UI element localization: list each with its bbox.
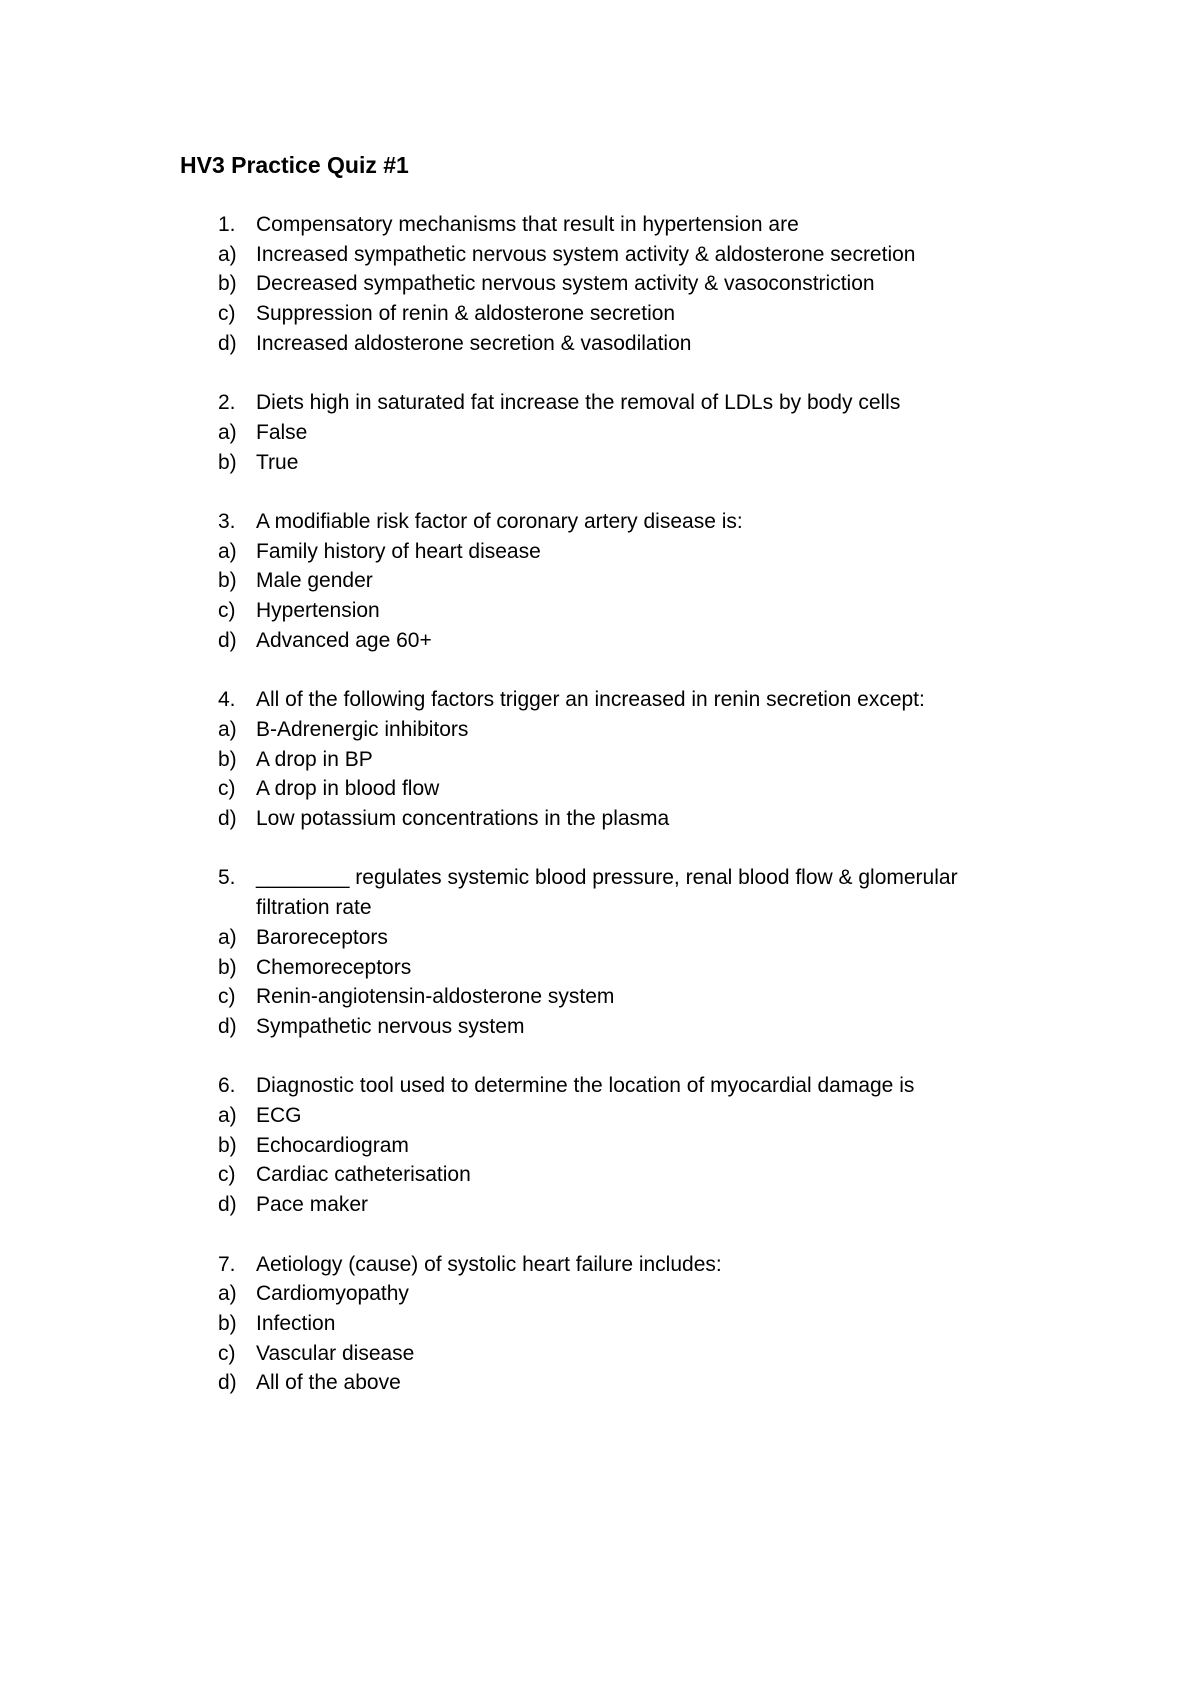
option-text: Increased aldosterone secretion & vasodilation: [256, 332, 692, 355]
question-text: filtration rate: [256, 896, 372, 919]
option-text: Baroreceptors: [256, 926, 388, 949]
option-text: B-Adrenergic inhibitors: [256, 718, 469, 741]
option-label: a): [218, 421, 237, 444]
option-text: Echocardiogram: [256, 1134, 409, 1157]
option-text: Advanced age 60+: [256, 629, 432, 652]
question-text: ________ regulates systemic blood pressure, renal blood flow & glomerular: [256, 866, 958, 889]
option-label: b): [218, 569, 237, 592]
option-text: Pace maker: [256, 1193, 369, 1216]
question-number: 5.: [218, 866, 236, 889]
option-label: a): [218, 1282, 237, 1305]
option-text: Suppression of renin & aldosterone secretion: [256, 302, 676, 325]
question-number: 7.: [218, 1253, 236, 1276]
option-label: b): [218, 956, 237, 979]
question-number: 3.: [218, 510, 236, 533]
question-text: Diets high in saturated fat increase the removal of LDLs by body cells: [256, 391, 901, 414]
option-label: a): [218, 718, 237, 741]
option-text: A drop in BP: [256, 748, 373, 771]
option-text: Hypertension: [256, 599, 380, 622]
option-text: Renin-angiotensin-aldosterone system: [256, 985, 615, 1008]
option-text: Chemoreceptors: [256, 956, 412, 979]
option-label: a): [218, 243, 237, 266]
option-label: c): [218, 1163, 236, 1186]
question-number: 1.: [218, 213, 236, 236]
option-text: Sympathetic nervous system: [256, 1015, 525, 1038]
option-label: a): [218, 540, 237, 563]
option-label: d): [218, 1015, 237, 1038]
option-text: True: [256, 451, 299, 474]
option-label: d): [218, 1371, 237, 1394]
option-label: a): [218, 1104, 237, 1127]
question-text: Compensatory mechanisms that result in hypertension are: [256, 213, 799, 236]
option-text: Infection: [256, 1312, 336, 1335]
question-number: 4.: [218, 688, 236, 711]
option-label: c): [218, 1342, 236, 1365]
option-label: b): [218, 272, 237, 295]
option-text: Cardiomyopathy: [256, 1282, 409, 1305]
option-text: Low potassium concentrations in the plasma: [256, 807, 670, 830]
option-label: d): [218, 629, 237, 652]
option-text: A drop in blood flow: [256, 777, 440, 800]
option-text: Family history of heart disease: [256, 540, 541, 563]
option-text: Vascular disease: [256, 1342, 415, 1365]
option-label: c): [218, 777, 236, 800]
option-text: Increased sympathetic nervous system activity & aldosterone secretion: [256, 243, 916, 266]
question-text: Aetiology (cause) of systolic heart failure includes:: [256, 1253, 722, 1276]
option-label: d): [218, 332, 237, 355]
option-label: d): [218, 1193, 237, 1216]
question-text: All of the following factors trigger an increased in renin secretion except:: [256, 688, 925, 711]
question-number: 6.: [218, 1074, 236, 1097]
option-label: b): [218, 1312, 237, 1335]
option-label: a): [218, 926, 237, 949]
option-label: d): [218, 807, 237, 830]
question-number: 2.: [218, 391, 236, 414]
option-text: Cardiac catheterisation: [256, 1163, 471, 1186]
question-text: A modifiable risk factor of coronary artery disease is:: [256, 510, 743, 533]
option-label: b): [218, 748, 237, 771]
option-text: False: [256, 421, 308, 444]
option-label: c): [218, 599, 236, 622]
option-text: Decreased sympathetic nervous system activity & vasoconstriction: [256, 272, 875, 295]
option-label: c): [218, 302, 236, 325]
option-label: b): [218, 1134, 237, 1157]
option-text: All of the above: [256, 1371, 401, 1394]
question-text: Diagnostic tool used to determine the location of myocardial damage is: [256, 1074, 915, 1097]
option-label: c): [218, 985, 236, 1008]
option-label: b): [218, 451, 237, 474]
page-title: HV3 Practice Quiz #1: [180, 152, 409, 178]
option-text: Male gender: [256, 569, 373, 592]
option-text: ECG: [256, 1104, 302, 1127]
